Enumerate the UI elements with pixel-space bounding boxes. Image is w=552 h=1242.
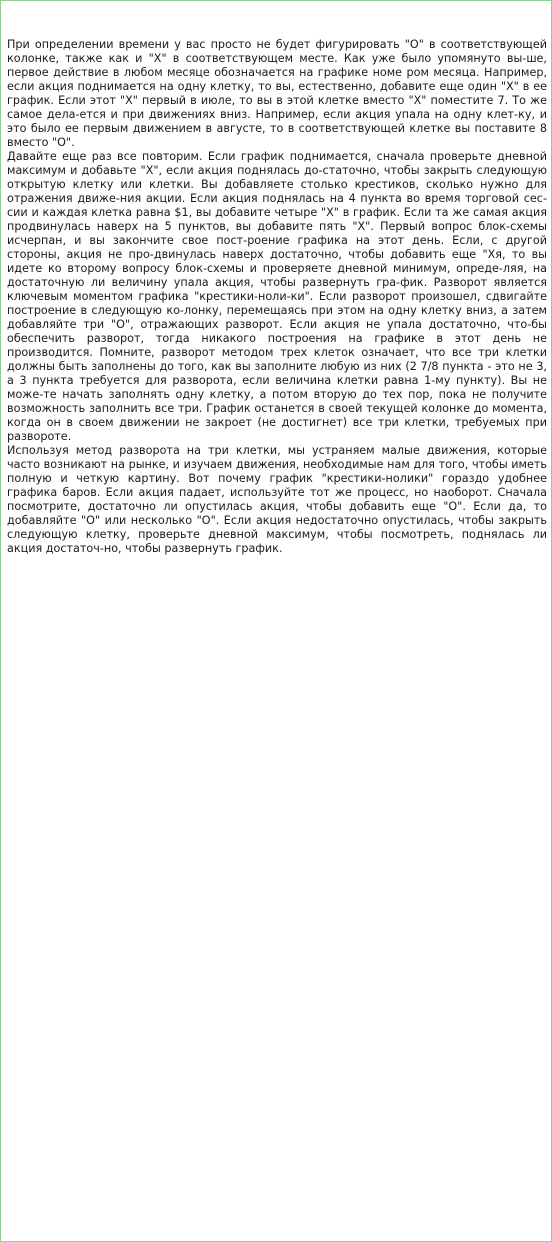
paragraph-date-marking: При определении времени у вас просто не будет фигурировать "О" в соответствующей колонке, также как и "X" в соответствующем месте. Как уже было упомянуто вы-ше, первое действие в любом месяце обозначается на графике номе ром месяца. Например, если акция поднимается на одну клетку, то вы, естественно, добавите еще один "X" в ее график. Если этот "X" первый в июле, то вы в этой клетке вместо "X" поместите 7. То же самое дела-ется и при движениях вниз. Например, если акция упала на одну клет-ку, и это было ее первым движением в августе, то в соответствующей клетке вы поставите 8 вместо "О". [7, 38, 547, 149]
article-text [7, 38, 547, 556]
paragraph-reversal-method: Используя метод разворота на три клетки, мы устраняем малые движения, которые часто возникают на рынке, и изучаем движения, необходимые нам для того, чтобы иметь полную и четкую картину. Вот почему график "крестики-нолики" гораздо удобнее графика баров. Если акция падает, используйте тот же процесс, но наоборот. Сначала посмотрите, достаточно ли опустилась акция, чтобы добавить еще "О". Если да, то добавляйте "О" или несколько "О". Если акция недостаточно опустилась, чтобы закрыть следующую клетку, проверьте дневной максимум, чтобы посмотреть, поднялась ли акция достаточ-но, чтобы развернуть график. [7, 444, 547, 555]
paragraph-review-steps: Давайте еще раз все повторим. Если график поднимается, сначала проверьте дневной максимум и добавьте "X", если акция поднялась до-статочно, чтобы закрыть следующую открытую клетку или клетки. Вы добавляете столько крестиков, сколько нужно для отражения движе-ния акции. Если акция поднялась на 4 пункта во время торговой сес-сии и каждая клетка равна $1, вы добавите четыре "X" в график. Если та же самая акция продвинулась наверх на 5 пунктов, вы добавите пять "X". Первый вопрос блок-схемы исчерпан, и вы закончите свое пост-роение графика на этот день. Если, с другой стороны, акция не про-двинулась наверх достаточно, чтобы добавить еще "Хя, то вы идете ко второму вопросу блок-схемы и проверяете дневной минимум, опреде-ляя, на достаточную ли величину упала акция, чтобы развернуть гра-фик. Разворот является ключевым моментом графика "крестики-ноли-ки". Если разворот произошел, сдвигайте построение в следующую ко-лонку, перемещаясь при этом на одну клетку вниз, а затем добавляйте три "О", отражающих разворот. Если акция не упала достаточно, что-бы обеспечить разворот, тогда никакого построения на графике в этот день не производится. Помните, разворот методом трех клеток означает, что все три клетки должны быть заполнены до того, как вы заполните любую из них (2 7/8 пункта - это не 3, а 3 пункта требуется для разворота, если величина клетки равна 1-му пункту). Вы не може-те начать заполнять одну клетку, а потом вторую до тех пор, пока не получите возможность заполнить все три. График останется в своей текущей колонке до момента, когда он в своем движении не закроет (не достигнет) все три клетки, требуемых при развороте. [7, 150, 547, 443]
